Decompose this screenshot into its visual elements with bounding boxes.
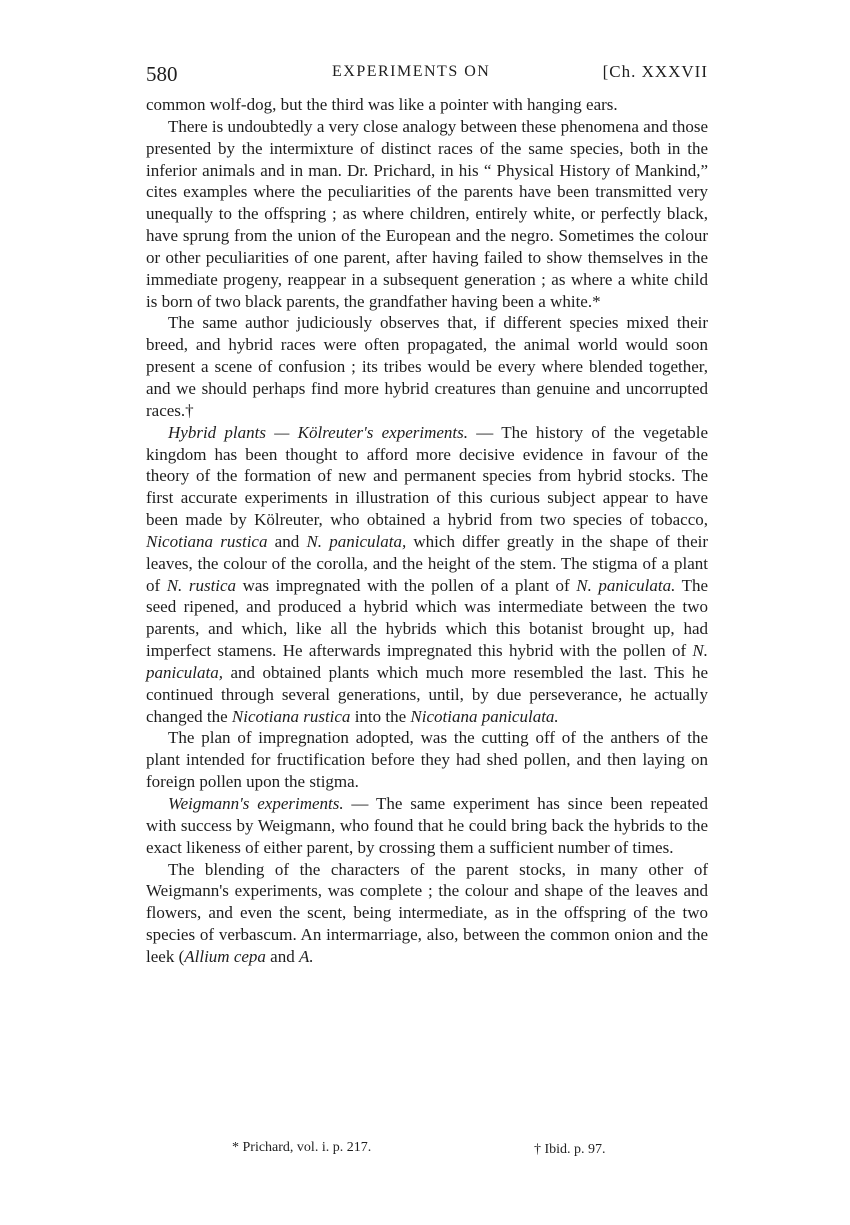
paragraph: Hybrid plants — Kölreuter's experiments. — The history of the vegetable kingdom has been thought to afford more decisive evidence in favour of the theory of the formation of new and permanent species from hybrid stocks. The first accurate experiments in illustration of this curious subject appear to have been made by Kölreuter, who obtained a hybrid from two species of tobacco, Nicotiana rustica and N. paniculata, which differ greatly in the shape of their leaves, the colour of the corolla, and the height of the stem. The stigma of a plant of N. rustica was impregnated with the pollen of a plant of N. paniculata. The seed ripened, and produced a hybrid which was intermediate between the two parents, and which, like all the hybrids which this botanist brought up, had imperfect stamens. He afterwards impregnated this hybrid with the pollen of N. paniculata, and obtained plants which much more resembled the last. This he continued through several generations, until, by due perseverance, he actually changed the Nicotiana rustica into the Nicotiana paniculata.	[146, 422, 709, 726]
page-number: 580	[146, 62, 178, 86]
paragraph: Weigmann's experiments. — The same experiment has since been repeated with success by Weigmann, who found that he could bring back the hybrids to the exact likeness of either parent, by crossing them a sufficient number of times.	[146, 794, 708, 857]
chapter-reference: [Ch. XXXVII	[602, 62, 708, 81]
paragraph: The same author judiciously observes that, if different species mixed their breed, and hybrid races were often propagated, the animal world would soon present a scene of confusion ; its tribes would be every where blended together, and we should perhaps find more hybrid creatures than genuine and uncorrupted races.†	[146, 313, 708, 420]
paragraph: common wolf-dog, but the third was like a pointer with hanging ears.	[146, 95, 618, 114]
section-heading: Weigmann's experiments.	[168, 794, 344, 813]
running-title: EXPERIMENTS ON	[332, 63, 491, 80]
page-header	[146, 62, 708, 92]
paragraph: The plan of impregnation adopted, was the cutting off of the anthers of the plant intended for fructification before they had shed pollen, and then laying on foreign pollen upon the stigma.	[146, 728, 708, 792]
footnote: † Ibid. p. 97.	[534, 1142, 606, 1157]
section-heading: Hybrid plants — Kölreuter's experiments.	[168, 422, 469, 442]
footnote: * Prichard, vol. i. p. 217.	[232, 1140, 372, 1155]
body-text	[146, 94, 708, 968]
paragraph: The blending of the characters of the parent stocks, in many other of Weigmann's experiments, was complete ; the colour and shape of the leaves and flowers, and even the scent, being intermediate, as in the offspring of the two species of verbascum. An intermarriage, also, between the common onion and the leek (Allium cepa and A.	[146, 859, 708, 966]
paragraph: There is undoubtedly a very close analogy between these phenomena and those presented by the intermixture of distinct races of the same species, both in the inferior animals and in man. Dr. Prichard, in his “ Physical History of Mankind,” cites examples where the peculiarities of the parents have been transmitted very unequally to the offspring ; as where children, entirely white, or perfectly black, have sprung from the union of the European and the negro. Sometimes the colour or other peculiarities of one parent, after having failed to show themselves in the immediate progeny, reappear in a subsequent generation ; as where a white child is born of two black parents, the grandfather having been a white.*	[146, 116, 708, 311]
footnotes	[146, 1140, 708, 1162]
